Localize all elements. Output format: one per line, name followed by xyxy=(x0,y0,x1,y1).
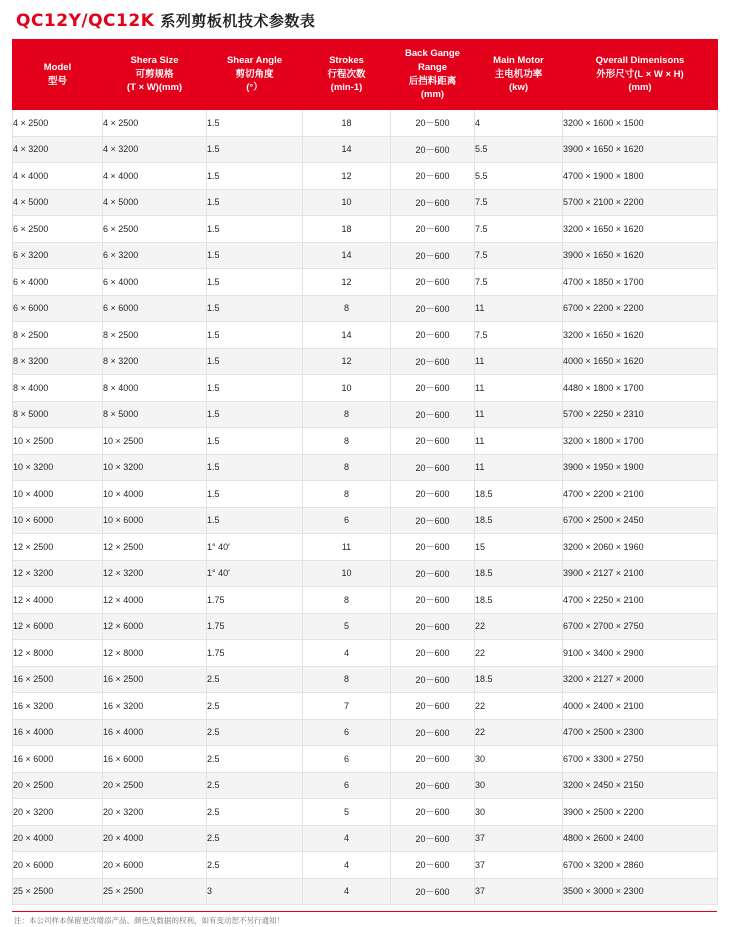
cell-main-motor: 11 xyxy=(475,401,563,428)
cell-strokes: 4 xyxy=(303,640,391,667)
cell-shear-size: 8 × 5000 xyxy=(103,401,207,428)
cell-main-motor: 37 xyxy=(475,825,563,852)
table-row xyxy=(13,269,718,296)
cell-shear-angle: 1.75 xyxy=(207,587,303,614)
cell-shear-size: 20 × 6000 xyxy=(103,852,207,879)
cell-main-motor: 5.5 xyxy=(475,163,563,190)
table-row xyxy=(13,693,718,720)
cell-back-gauge-range: 20－600 xyxy=(391,163,475,190)
cell-shear-size: 8 × 2500 xyxy=(103,322,207,349)
cell-overall-dimensions: 9100 × 3400 × 2900 xyxy=(563,640,718,667)
cell-strokes: 10 xyxy=(303,560,391,587)
cell-shear-angle: 1.5 xyxy=(207,216,303,243)
cell-main-motor: 30 xyxy=(475,772,563,799)
cell-overall-dimensions: 3500 × 3000 × 2300 xyxy=(563,878,718,905)
cell-back-gauge-range: 20－600 xyxy=(391,746,475,773)
cell-overall-dimensions: 3200 × 2060 × 1960 xyxy=(563,534,718,561)
cell-strokes: 11 xyxy=(303,534,391,561)
table-row xyxy=(13,825,718,852)
cell-main-motor: 15 xyxy=(475,534,563,561)
cell-shear-angle: 1.5 xyxy=(207,454,303,481)
cell-model: 12 × 6000 xyxy=(13,613,103,640)
cell-strokes: 12 xyxy=(303,163,391,190)
cell-back-gauge-range: 20－600 xyxy=(391,560,475,587)
cell-back-gauge-range: 20－600 xyxy=(391,878,475,905)
cell-shear-size: 10 × 3200 xyxy=(103,454,207,481)
cell-model: 4 × 2500 xyxy=(13,110,103,137)
cell-shear-size: 25 × 2500 xyxy=(103,878,207,905)
cell-model: 8 × 3200 xyxy=(13,348,103,375)
cell-main-motor: 18.5 xyxy=(475,587,563,614)
cell-back-gauge-range: 20－600 xyxy=(391,295,475,322)
cell-shear-size: 16 × 6000 xyxy=(103,746,207,773)
table-row xyxy=(13,613,718,640)
table-row xyxy=(13,852,718,879)
cell-back-gauge-range: 20－600 xyxy=(391,189,475,216)
cell-strokes: 6 xyxy=(303,772,391,799)
cell-main-motor: 7.5 xyxy=(475,269,563,296)
table-row xyxy=(13,481,718,508)
cell-shear-size: 6 × 2500 xyxy=(103,216,207,243)
cell-shear-angle: 2.5 xyxy=(207,772,303,799)
cell-back-gauge-range: 20－600 xyxy=(391,322,475,349)
cell-strokes: 8 xyxy=(303,481,391,508)
cell-shear-size: 6 × 3200 xyxy=(103,242,207,269)
table-row xyxy=(13,401,718,428)
cell-back-gauge-range: 20－600 xyxy=(391,613,475,640)
cell-back-gauge-range: 20－600 xyxy=(391,852,475,879)
cell-overall-dimensions: 3900 × 2500 × 2200 xyxy=(563,799,718,826)
cell-model: 12 × 8000 xyxy=(13,640,103,667)
cell-overall-dimensions: 6700 × 3200 × 2860 xyxy=(563,852,718,879)
cell-model: 8 × 4000 xyxy=(13,375,103,402)
cell-overall-dimensions: 4000 × 2400 × 2100 xyxy=(563,693,718,720)
cell-main-motor: 11 xyxy=(475,348,563,375)
table-row xyxy=(13,348,718,375)
cell-strokes: 14 xyxy=(303,136,391,163)
cell-shear-size: 12 × 6000 xyxy=(103,613,207,640)
cell-strokes: 8 xyxy=(303,666,391,693)
cell-model: 25 × 2500 xyxy=(13,878,103,905)
cell-shear-angle: 1° 40′ xyxy=(207,534,303,561)
cell-shear-angle: 1.5 xyxy=(207,242,303,269)
cell-back-gauge-range: 20－600 xyxy=(391,269,475,296)
cell-main-motor: 30 xyxy=(475,746,563,773)
cell-strokes: 14 xyxy=(303,322,391,349)
cell-shear-size: 6 × 6000 xyxy=(103,295,207,322)
table-row xyxy=(13,507,718,534)
cell-shear-angle: 1.5 xyxy=(207,136,303,163)
cell-main-motor: 22 xyxy=(475,693,563,720)
table-row xyxy=(13,189,718,216)
cell-shear-size: 12 × 3200 xyxy=(103,560,207,587)
cell-overall-dimensions: 3200 × 1600 × 1500 xyxy=(563,110,718,137)
cell-overall-dimensions: 6700 × 2500 × 2450 xyxy=(563,507,718,534)
cell-main-motor: 7.5 xyxy=(475,189,563,216)
cell-strokes: 10 xyxy=(303,189,391,216)
cell-overall-dimensions: 6700 × 3300 × 2750 xyxy=(563,746,718,773)
cell-model: 10 × 4000 xyxy=(13,481,103,508)
cell-shear-size: 10 × 2500 xyxy=(103,428,207,455)
cell-overall-dimensions: 3200 × 1800 × 1700 xyxy=(563,428,718,455)
cell-main-motor: 18.5 xyxy=(475,560,563,587)
cell-main-motor: 4 xyxy=(475,110,563,137)
cell-main-motor: 7.5 xyxy=(475,216,563,243)
cell-strokes: 7 xyxy=(303,693,391,720)
cell-strokes: 5 xyxy=(303,799,391,826)
cell-back-gauge-range: 20－600 xyxy=(391,375,475,402)
cell-overall-dimensions: 3900 × 1650 × 1620 xyxy=(563,136,718,163)
cell-back-gauge-range: 20－600 xyxy=(391,825,475,852)
cell-shear-size: 16 × 4000 xyxy=(103,719,207,746)
table-row xyxy=(13,640,718,667)
cell-overall-dimensions: 4480 × 1800 × 1700 xyxy=(563,375,718,402)
cell-strokes: 8 xyxy=(303,454,391,481)
cell-model: 16 × 3200 xyxy=(13,693,103,720)
cell-main-motor: 37 xyxy=(475,852,563,879)
cell-shear-angle: 2.5 xyxy=(207,852,303,879)
cell-shear-angle: 1.5 xyxy=(207,401,303,428)
cell-shear-size: 10 × 6000 xyxy=(103,507,207,534)
table-row xyxy=(13,216,718,243)
cell-overall-dimensions: 3200 × 2127 × 2000 xyxy=(563,666,718,693)
page-title-text: 系列剪板机技术参数表 xyxy=(160,13,316,30)
cell-shear-angle: 1.5 xyxy=(207,110,303,137)
table-row xyxy=(13,587,718,614)
cell-main-motor: 11 xyxy=(475,375,563,402)
cell-overall-dimensions: 3200 × 1650 × 1620 xyxy=(563,216,718,243)
specification-table xyxy=(12,39,718,905)
cell-shear-angle: 1.5 xyxy=(207,295,303,322)
cell-overall-dimensions: 5700 × 2100 × 2200 xyxy=(563,189,718,216)
cell-main-motor: 22 xyxy=(475,613,563,640)
cell-model: 4 × 5000 xyxy=(13,189,103,216)
column-header-shear-size: Shera Size 可剪规格 (T × W)(mm) xyxy=(103,40,207,110)
cell-main-motor: 18.5 xyxy=(475,507,563,534)
cell-model: 16 × 6000 xyxy=(13,746,103,773)
cell-strokes: 8 xyxy=(303,401,391,428)
cell-model: 8 × 5000 xyxy=(13,401,103,428)
cell-overall-dimensions: 4700 × 2250 × 2100 xyxy=(563,587,718,614)
cell-overall-dimensions: 4800 × 2600 × 2400 xyxy=(563,825,718,852)
table-row xyxy=(13,136,718,163)
cell-back-gauge-range: 20－600 xyxy=(391,772,475,799)
cell-strokes: 18 xyxy=(303,110,391,137)
cell-shear-angle: 1.5 xyxy=(207,322,303,349)
table-row xyxy=(13,322,718,349)
cell-back-gauge-range: 20－600 xyxy=(391,693,475,720)
cell-overall-dimensions: 3200 × 2450 × 2150 xyxy=(563,772,718,799)
cell-back-gauge-range: 20－600 xyxy=(391,587,475,614)
cell-shear-size: 16 × 3200 xyxy=(103,693,207,720)
cell-shear-angle: 2.5 xyxy=(207,799,303,826)
cell-main-motor: 22 xyxy=(475,719,563,746)
cell-shear-angle: 1.5 xyxy=(207,163,303,190)
cell-back-gauge-range: 20－600 xyxy=(391,719,475,746)
cell-model: 10 × 6000 xyxy=(13,507,103,534)
cell-model: 4 × 3200 xyxy=(13,136,103,163)
cell-shear-angle: 2.5 xyxy=(207,825,303,852)
column-header-main-motor: Main Motor 主电机功率 (kw) xyxy=(475,40,563,110)
cell-back-gauge-range: 20－500 xyxy=(391,110,475,137)
cell-shear-size: 10 × 4000 xyxy=(103,481,207,508)
cell-shear-size: 4 × 4000 xyxy=(103,163,207,190)
cell-shear-angle: 2.5 xyxy=(207,719,303,746)
cell-shear-angle: 1.5 xyxy=(207,428,303,455)
cell-shear-angle: 1.5 xyxy=(207,269,303,296)
cell-shear-size: 12 × 8000 xyxy=(103,640,207,667)
cell-model: 12 × 4000 xyxy=(13,587,103,614)
cell-back-gauge-range: 20－600 xyxy=(391,481,475,508)
cell-back-gauge-range: 20－600 xyxy=(391,136,475,163)
cell-overall-dimensions: 4700 × 2500 × 2300 xyxy=(563,719,718,746)
table-row xyxy=(13,534,718,561)
column-header-shear-angle: Shear Angle 剪切角度 (°） xyxy=(207,40,303,110)
cell-overall-dimensions: 4000 × 1650 × 1620 xyxy=(563,348,718,375)
table-row xyxy=(13,110,718,137)
cell-shear-angle: 2.5 xyxy=(207,746,303,773)
cell-model: 20 × 3200 xyxy=(13,799,103,826)
page-title xyxy=(12,0,717,39)
cell-shear-size: 6 × 4000 xyxy=(103,269,207,296)
cell-shear-angle: 1.5 xyxy=(207,189,303,216)
cell-shear-size: 20 × 4000 xyxy=(103,825,207,852)
cell-strokes: 14 xyxy=(303,242,391,269)
cell-shear-angle: 1° 40′ xyxy=(207,560,303,587)
table-body xyxy=(13,110,718,905)
cell-shear-angle: 2.5 xyxy=(207,693,303,720)
cell-back-gauge-range: 20－600 xyxy=(391,640,475,667)
table-row xyxy=(13,799,718,826)
cell-overall-dimensions: 4700 × 1850 × 1700 xyxy=(563,269,718,296)
cell-shear-angle: 3 xyxy=(207,878,303,905)
table-row xyxy=(13,719,718,746)
cell-strokes: 18 xyxy=(303,216,391,243)
cell-model: 10 × 2500 xyxy=(13,428,103,455)
cell-strokes: 4 xyxy=(303,878,391,905)
cell-model: 12 × 3200 xyxy=(13,560,103,587)
table-row xyxy=(13,375,718,402)
cell-shear-size: 16 × 2500 xyxy=(103,666,207,693)
cell-overall-dimensions: 4700 × 2200 × 2100 xyxy=(563,481,718,508)
cell-model: 10 × 3200 xyxy=(13,454,103,481)
cell-main-motor: 11 xyxy=(475,454,563,481)
cell-model: 12 × 2500 xyxy=(13,534,103,561)
cell-shear-angle: 1.5 xyxy=(207,481,303,508)
cell-strokes: 4 xyxy=(303,852,391,879)
cell-main-motor: 7.5 xyxy=(475,242,563,269)
column-header-model: Model 型号 xyxy=(13,40,103,110)
cell-back-gauge-range: 20－600 xyxy=(391,507,475,534)
table-row xyxy=(13,428,718,455)
cell-back-gauge-range: 20－600 xyxy=(391,428,475,455)
cell-main-motor: 7.5 xyxy=(475,322,563,349)
table-row xyxy=(13,163,718,190)
cell-back-gauge-range: 20－600 xyxy=(391,454,475,481)
table-row xyxy=(13,454,718,481)
cell-shear-size: 4 × 5000 xyxy=(103,189,207,216)
cell-back-gauge-range: 20－600 xyxy=(391,401,475,428)
cell-model: 6 × 3200 xyxy=(13,242,103,269)
table-row xyxy=(13,878,718,905)
cell-model: 4 × 4000 xyxy=(13,163,103,190)
cell-overall-dimensions: 3900 × 2127 × 2100 xyxy=(563,560,718,587)
table-row xyxy=(13,746,718,773)
cell-main-motor: 11 xyxy=(475,428,563,455)
cell-strokes: 12 xyxy=(303,348,391,375)
cell-strokes: 8 xyxy=(303,587,391,614)
cell-main-motor: 22 xyxy=(475,640,563,667)
cell-model: 6 × 2500 xyxy=(13,216,103,243)
cell-back-gauge-range: 20－600 xyxy=(391,666,475,693)
cell-shear-angle: 2.5 xyxy=(207,666,303,693)
cell-model: 6 × 4000 xyxy=(13,269,103,296)
cell-overall-dimensions: 3900 × 1650 × 1620 xyxy=(563,242,718,269)
cell-shear-size: 20 × 3200 xyxy=(103,799,207,826)
cell-shear-angle: 1.75 xyxy=(207,640,303,667)
cell-shear-angle: 1.5 xyxy=(207,375,303,402)
cell-shear-size: 8 × 3200 xyxy=(103,348,207,375)
cell-back-gauge-range: 20－600 xyxy=(391,348,475,375)
table-row xyxy=(13,772,718,799)
cell-back-gauge-range: 20－600 xyxy=(391,216,475,243)
cell-shear-angle: 1.5 xyxy=(207,348,303,375)
cell-strokes: 5 xyxy=(303,613,391,640)
column-header-back-gauge-range: Back Gange Range 后挡料距离 (mm) xyxy=(391,40,475,110)
cell-main-motor: 18.5 xyxy=(475,666,563,693)
cell-model: 20 × 6000 xyxy=(13,852,103,879)
cell-main-motor: 37 xyxy=(475,878,563,905)
table-row xyxy=(13,295,718,322)
cell-overall-dimensions: 4700 × 1900 × 1800 xyxy=(563,163,718,190)
cell-shear-angle: 1.75 xyxy=(207,613,303,640)
cell-overall-dimensions: 3900 × 1950 × 1900 xyxy=(563,454,718,481)
footnote: 注：本公司样本保留更改增添产品、颜色及数据的权利，如有变动恕不另行通知！ xyxy=(12,911,717,927)
cell-strokes: 4 xyxy=(303,825,391,852)
cell-strokes: 6 xyxy=(303,719,391,746)
table-header-row xyxy=(13,40,718,110)
cell-model: 6 × 6000 xyxy=(13,295,103,322)
cell-shear-size: 4 × 2500 xyxy=(103,110,207,137)
cell-model: 16 × 4000 xyxy=(13,719,103,746)
table-row xyxy=(13,666,718,693)
cell-main-motor: 11 xyxy=(475,295,563,322)
cell-strokes: 8 xyxy=(303,428,391,455)
cell-strokes: 8 xyxy=(303,295,391,322)
cell-overall-dimensions: 6700 × 2700 × 2750 xyxy=(563,613,718,640)
cell-shear-size: 4 × 3200 xyxy=(103,136,207,163)
cell-main-motor: 30 xyxy=(475,799,563,826)
cell-model: 20 × 2500 xyxy=(13,772,103,799)
cell-back-gauge-range: 20－600 xyxy=(391,799,475,826)
cell-shear-size: 12 × 2500 xyxy=(103,534,207,561)
column-header-strokes: Strokes 行程次数 (min-1) xyxy=(303,40,391,110)
cell-overall-dimensions: 5700 × 2250 × 2310 xyxy=(563,401,718,428)
cell-shear-size: 12 × 4000 xyxy=(103,587,207,614)
cell-back-gauge-range: 20－600 xyxy=(391,242,475,269)
cell-model: 16 × 2500 xyxy=(13,666,103,693)
cell-shear-size: 20 × 2500 xyxy=(103,772,207,799)
table-row xyxy=(13,560,718,587)
cell-shear-angle: 1.5 xyxy=(207,507,303,534)
table-row xyxy=(13,242,718,269)
cell-back-gauge-range: 20－600 xyxy=(391,534,475,561)
cell-strokes: 10 xyxy=(303,375,391,402)
page-title-code: QC12Y/QC12K xyxy=(16,11,155,31)
cell-shear-size: 8 × 4000 xyxy=(103,375,207,402)
cell-main-motor: 18.5 xyxy=(475,481,563,508)
cell-strokes: 6 xyxy=(303,507,391,534)
cell-strokes: 12 xyxy=(303,269,391,296)
cell-main-motor: 5.5 xyxy=(475,136,563,163)
cell-overall-dimensions: 3200 × 1650 × 1620 xyxy=(563,322,718,349)
cell-model: 20 × 4000 xyxy=(13,825,103,852)
cell-overall-dimensions: 6700 × 2200 × 2200 xyxy=(563,295,718,322)
column-header-overall-dimensions: Qverall Dimenisons 外形尺寸(L × W × H) (mm) xyxy=(563,40,718,110)
cell-model: 8 × 2500 xyxy=(13,322,103,349)
cell-strokes: 6 xyxy=(303,746,391,773)
